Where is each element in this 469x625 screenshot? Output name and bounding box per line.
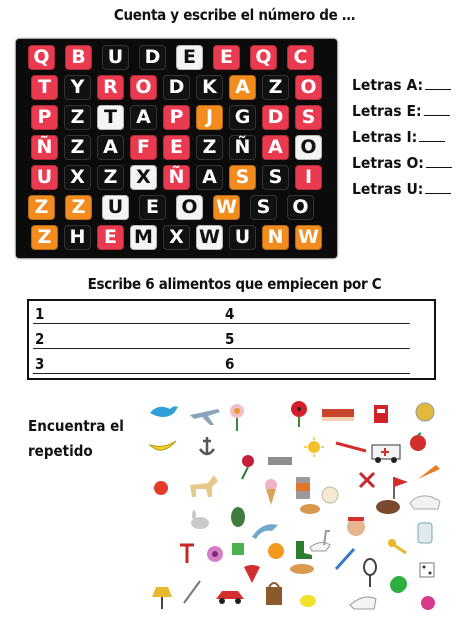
letter-row-e: Letras E: [352, 98, 452, 124]
letter-tile: O [130, 75, 157, 100]
letter-tile: Q [28, 45, 55, 70]
orange-icon[interactable] [268, 543, 284, 559]
letter-tile: Z [64, 135, 91, 160]
count-title: Cuenta y escribe el número de … [113, 6, 356, 24]
letter-count-list [352, 72, 452, 202]
lamp-icon[interactable] [152, 587, 172, 609]
letter-tile: D [262, 105, 289, 130]
letter-tile: O [295, 135, 322, 160]
letter-tile: Z [28, 195, 55, 220]
letter-tile: A [196, 165, 223, 190]
car-icon[interactable] [216, 591, 244, 604]
sailor-icon[interactable] [347, 517, 365, 536]
bread-icon[interactable] [300, 504, 320, 514]
answer-blank[interactable] [426, 153, 452, 168]
pliers-icon[interactable] [360, 473, 374, 487]
letter-tile: I [295, 165, 322, 190]
letter-tile: Z [64, 105, 91, 130]
answer-blank[interactable] [419, 127, 445, 142]
food-row[interactable]: 1 4 [33, 303, 410, 324]
sun-icon[interactable] [304, 437, 324, 457]
boar-icon[interactable] [376, 500, 400, 514]
pencil-icon-2[interactable] [184, 581, 200, 603]
letter-tile: Z [196, 135, 223, 160]
letter-tile: U [102, 195, 129, 220]
food-table [27, 299, 436, 380]
letter-tile: J [196, 105, 223, 130]
artichoke-icon[interactable] [231, 507, 245, 527]
letter-tile: E [163, 135, 190, 160]
food-title: Escribe 6 alimentos que empiecen por C [87, 275, 382, 293]
letter-tile: Y [64, 75, 91, 100]
apple-icon[interactable] [410, 433, 426, 451]
notebook-icon[interactable] [374, 405, 388, 423]
letter-tile: O [176, 195, 203, 220]
letter-tile: X [130, 165, 157, 190]
letter-tile: P [163, 105, 190, 130]
letter-tile: Z [65, 195, 92, 220]
toothbrush-icon[interactable] [336, 443, 366, 451]
cat-icon[interactable] [350, 597, 376, 609]
letter-tile: C [287, 45, 314, 70]
letter-tile: E [176, 45, 203, 70]
letter-row-o: Letras O: [352, 150, 452, 176]
button-icon[interactable] [421, 596, 435, 610]
pencil-icon[interactable] [336, 549, 354, 569]
letter-tile: S [295, 105, 322, 130]
letter-tile: Z [262, 75, 289, 100]
airplane-icon[interactable] [190, 409, 220, 425]
letter-tile: S [229, 165, 256, 190]
letter-tile: T [97, 105, 124, 130]
letter-tile: R [97, 75, 124, 100]
corkscrew-icon[interactable] [180, 545, 194, 563]
letter-tile: Z [31, 225, 58, 250]
answer-blank[interactable] [424, 101, 450, 116]
whale-icon[interactable] [150, 406, 178, 417]
find-repeated-label: Encuentra el repetido [28, 417, 124, 460]
letter-tile: X [163, 225, 190, 250]
answer-blank[interactable] [425, 75, 451, 90]
yarn-icon[interactable] [391, 576, 407, 592]
garlic-icon[interactable] [322, 487, 338, 503]
harmonica-icon[interactable] [268, 457, 292, 465]
ambulance-icon[interactable] [372, 445, 400, 463]
letter-tile: A [229, 75, 256, 100]
letter-tile: Z [97, 165, 124, 190]
letter-tile: X [64, 165, 91, 190]
letter-tile: D [139, 45, 166, 70]
letter-tile: M [130, 225, 157, 250]
bread-icon-2[interactable] [290, 564, 314, 574]
letter-tile: Ñ [163, 165, 190, 190]
letter-tile: Q [250, 45, 277, 70]
lemon-icon[interactable] [300, 595, 316, 607]
letter-tile: K [196, 75, 223, 100]
letter-tile: D [163, 75, 190, 100]
letter-tile: H [64, 225, 91, 250]
letter-tile: E [139, 195, 166, 220]
letter-tile: Ñ [31, 135, 58, 160]
letter-tile: F [130, 135, 157, 160]
tomato-icon[interactable] [154, 481, 168, 495]
letter-tile: O [287, 195, 314, 220]
letter-tile: W [213, 195, 240, 220]
racket-icon[interactable] [364, 559, 376, 587]
letter-tile: G [229, 105, 256, 130]
picture-grid [140, 395, 460, 620]
banana-icon[interactable] [150, 441, 176, 450]
picture-canvas [140, 395, 460, 620]
letter-row-u: Letras U: [352, 176, 452, 202]
letter-tile: Ñ [229, 135, 256, 160]
bag-icon[interactable] [266, 583, 282, 605]
carrot-icon[interactable] [418, 465, 440, 479]
letter-tile: E [213, 45, 240, 70]
die-icon[interactable] [420, 563, 434, 577]
letter-tile: A [262, 135, 289, 160]
rose-icon[interactable] [242, 455, 254, 479]
letter-board [16, 39, 337, 258]
letter-tile: S [262, 165, 289, 190]
polar-bear-icon[interactable] [410, 496, 440, 509]
coin-icon[interactable] [416, 403, 434, 421]
flag-icon[interactable] [394, 477, 408, 499]
food-row[interactable]: 3 6 [33, 353, 410, 374]
strawberry-icon[interactable] [244, 565, 260, 583]
flower-icon[interactable] [230, 404, 244, 431]
letter-tile: W [295, 225, 322, 250]
letter-row-i: Letras I: [352, 124, 452, 150]
ice-cream-icon[interactable] [265, 479, 277, 505]
letter-tile: O [295, 75, 322, 100]
letter-tile: P [31, 105, 58, 130]
letter-tile: U [102, 45, 129, 70]
jar-icon[interactable] [296, 477, 310, 499]
letter-tile: U [229, 225, 256, 250]
letter-tile: W [196, 225, 223, 250]
answer-blank[interactable] [425, 179, 451, 194]
horse-icon[interactable] [190, 475, 218, 497]
boot-icon[interactable] [296, 541, 312, 559]
book-icon[interactable] [322, 409, 354, 421]
flower-icon-2[interactable] [207, 546, 223, 562]
rabbit-icon[interactable] [191, 510, 209, 529]
anchor-icon[interactable] [200, 437, 214, 455]
food-row[interactable]: 2 5 [33, 328, 410, 349]
letter-tile: U [31, 165, 58, 190]
letter-tile: A [130, 105, 157, 130]
letter-row-a: Letras A: [352, 72, 452, 98]
key-icon[interactable] [388, 539, 406, 553]
mug-icon[interactable] [232, 543, 244, 555]
letter-tile: A [97, 135, 124, 160]
letter-tile: T [31, 75, 58, 100]
goose-icon[interactable] [310, 531, 330, 551]
letter-tile: E [97, 225, 124, 250]
letter-tile: B [65, 45, 92, 70]
dolphin-icon[interactable] [252, 524, 278, 539]
poppy-icon[interactable] [291, 401, 307, 427]
jug-icon[interactable] [418, 523, 432, 543]
letter-tile: S [250, 195, 277, 220]
letter-tile: N [262, 225, 289, 250]
